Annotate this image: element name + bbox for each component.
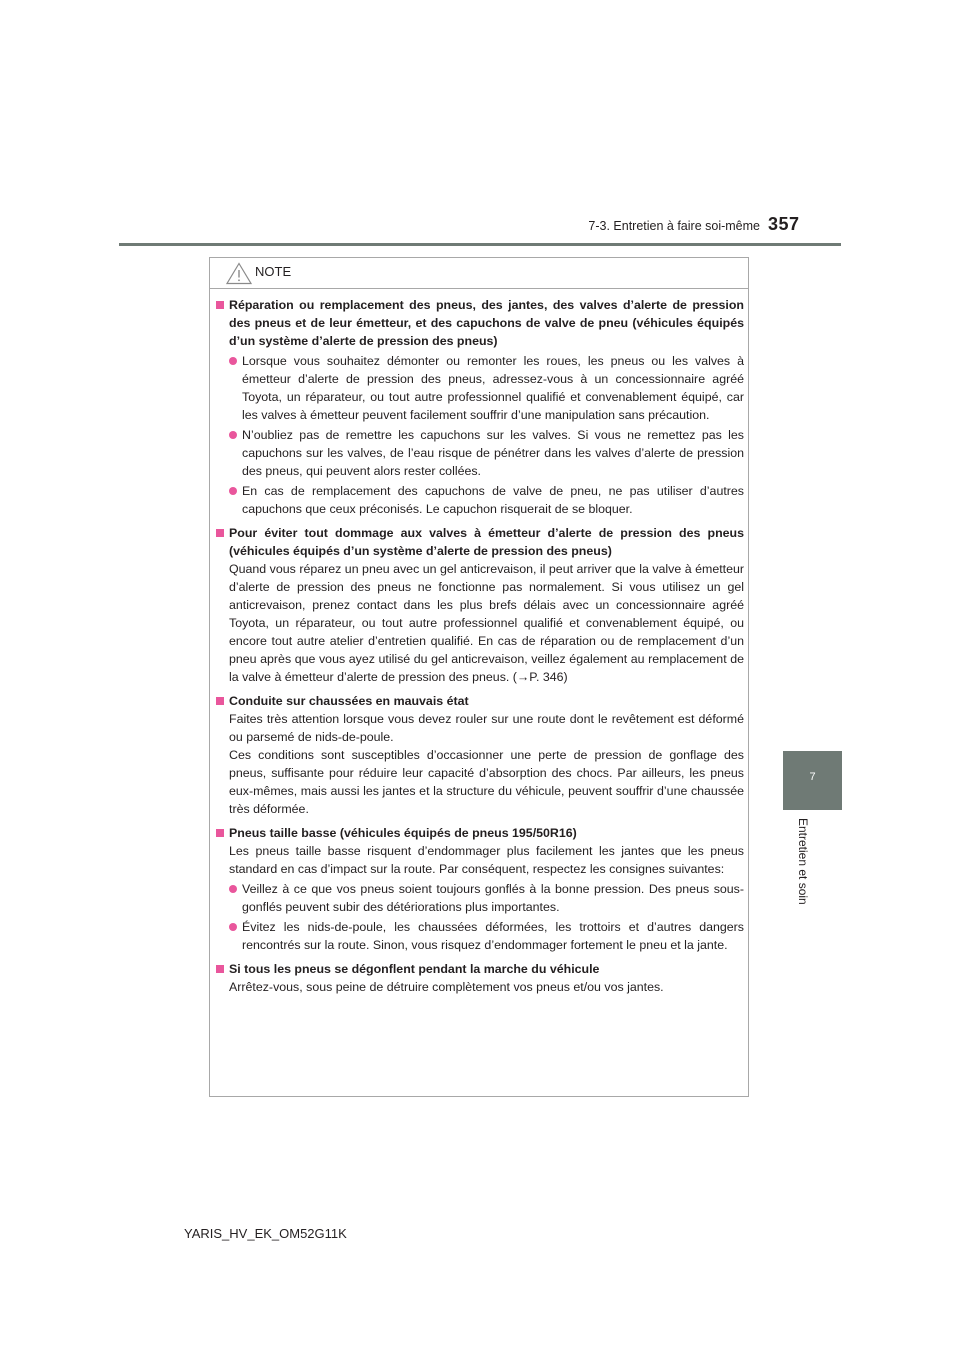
document-code: YARIS_HV_EK_OM52G11K [184,1226,347,1241]
round-bullet-icon [229,357,237,365]
header-divider [119,243,841,246]
chapter-number: 7 [809,771,816,783]
note-header [210,258,748,289]
square-bullet-icon [216,529,224,537]
bullet-item: N’oubliez pas de remettre les capuchons sur les valves. Si vous ne remettez pas les capuchons sur les valves, de l’eau risque de pénétrer dans les valves d’alerte de pression des pneus, qui peuvent alors rester collées. [216,426,744,480]
square-bullet-icon [216,965,224,973]
chapter-title: Entretien et soin [796,818,810,905]
section-heading: Conduite sur chaussées en mauvais état [216,692,744,710]
note-section [216,524,744,686]
square-bullet-icon [216,301,224,309]
note-box [209,257,749,1097]
warning-triangle-icon [226,262,252,285]
chapter-tab [783,751,842,810]
section-heading: Réparation ou remplacement des pneus, des jantes, des valves d’alerte de pression des pneus et de leur émetteur, et des capuchons de valve de pneu (véhicules équipés d’un système d’alerte de pression des pneus) [216,296,744,350]
section-paragraph: Les pneus taille basse risquent d’endommager plus facilement les jantes que les pneus standard en cas d’impact sur la route. Par conséquent, respectez les consignes suivantes: [229,844,744,876]
bullet-item: En cas de remplacement des capuchons de valve de pneu, ne pas utiliser d’autres capuchons que ceux préconisés. Le capuchon risquerait de se bloquer. [216,482,744,518]
page-number: 357 [768,214,800,234]
section-paragraph: Quand vous réparez un pneu avec un gel anticrevaison, il peut arriver que la valve à émetteur d’alerte de pression des pneus ne fonctionne pas normalement. Si vous utilisez un gel anticrevaison, prenez contact dans les plus brefs délais avec un concessionnaire agréé Toyota, un réparateur, ou tout autre professionnel qualifié et convenablement équipé, ou encore tout autre atelier d’entretien qualifié. En cas de réparation ou de remplacement d’un pneu après que vous ayez utilisé du gel anticrevaison, veillez également au remplacement de la valve à émetteur d’alerte de pression des pneus. (→P. 346) [229,562,744,684]
round-bullet-icon [229,885,237,893]
section-heading: Si tous les pneus se dégonflent pendant la marche du véhicule [216,960,744,978]
note-section [216,692,744,818]
bullet-item: Lorsque vous souhaitez démonter ou remonter les roues, les pneus ou les valves à émetteur d’alerte de pression des pneus, adressez-vous à un concessionnaire agréé Toyota, un réparateur, ou tout autre professionnel qualifié et convenablement équipé, car les valves à émetteur peuvent facilement souffrir d’une manipulation sans précaution. [216,352,744,424]
section-paragraph: Arrêtez-vous, sous peine de détruire complètement vos pneus et/ou vos jantes. [229,980,664,994]
note-body [216,296,744,998]
round-bullet-icon [229,923,237,931]
note-section [216,824,744,954]
note-section [216,296,744,518]
square-bullet-icon [216,829,224,837]
header-section-title: 7-3. Entretien à faire soi-même [588,219,760,233]
round-bullet-icon [229,431,237,439]
round-bullet-icon [229,487,237,495]
bullet-item: Évitez les nids-de-poule, les chaussées déformées, les trottoirs et d’autres dangers rencontrés sur la route. Sinon, vous risquez d’endommager fortement le pneu et la jante. [216,918,744,954]
note-title: NOTE [255,264,292,279]
bullet-item: Veillez à ce que vos pneus soient toujours gonflés à la bonne pression. Des pneus sous-gonflés peuvent subir des détériorations plus importantes. [216,880,744,916]
section-paragraph: Ces conditions sont susceptibles d’occasionner une perte de pression de gonflage des pneus, suffisante pour réduire leur capacité d’absorption des chocs. Par ailleurs, les pneus eux-mêmes, mais aussi les jantes et la structure du véhicule, peuvent souffrir d’une chaussée très déformée. [229,748,744,816]
square-bullet-icon [216,697,224,705]
section-paragraph: Faites très attention lorsque vous devez rouler sur une route dont le revêtement est déformé ou parsemé de nids-de-poule. [229,712,744,744]
note-section [216,960,744,996]
section-heading: Pneus taille basse (véhicules équipés de pneus 195/50R16) [216,824,744,842]
section-heading: Pour éviter tout dommage aux valves à émetteur d’alerte de pression des pneus (véhicules équipés d’un système d’alerte de pression des pneus) [216,524,744,560]
